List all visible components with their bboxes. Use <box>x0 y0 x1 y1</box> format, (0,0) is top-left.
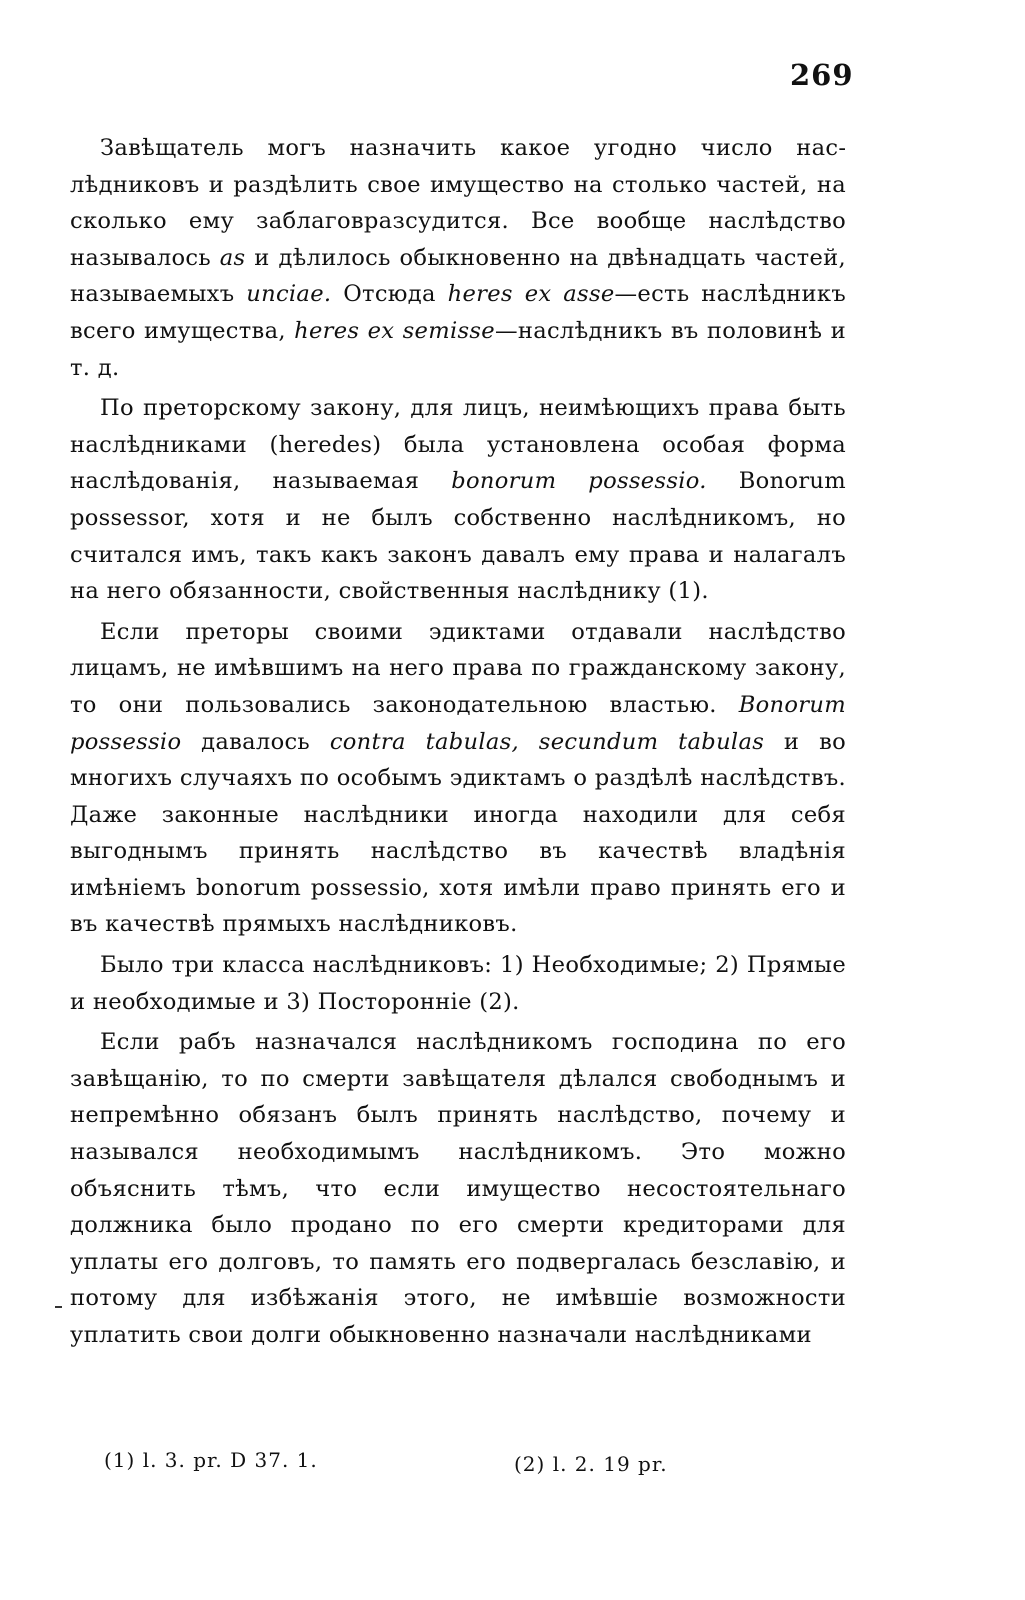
paragraph-2 <box>70 390 846 610</box>
paragraph-5 <box>70 1024 846 1353</box>
text-run: Если преторы своими эдиктами отдавали наслѣдство лицамъ, не имѣвшимъ на него права по гражданскому закону, то они пользовались законодательною властью. <box>70 618 846 718</box>
text-run: Bonorum possessor, хотя и не былъ собственно наслѣдникомъ, но считался имъ, такъ какъ законъ давалъ ему права и налагалъ на него обязанности, свойственныя наслѣднику (1). <box>70 468 846 605</box>
page-number: 269 <box>790 58 854 92</box>
paragraph-1 <box>70 130 846 386</box>
text-run: —есть наслѣдникъ всего имущества, <box>70 281 846 344</box>
text-run: давалось <box>181 728 330 755</box>
text-run: Было три класса наслѣдниковъ: 1) Необходимые; 2) Прямые и необходимые и 3) Посторонніе (2). <box>70 952 846 1015</box>
paragraph-3 <box>70 614 846 943</box>
footnote-1: (1) l. 3. pr. D 37. 1. <box>104 1448 318 1472</box>
italic-text: Bonorum possessio <box>70 691 846 755</box>
text-run: и во многихъ случаяхъ по особымъ эдиктамъ о раздѣлѣ наслѣдствъ. Даже законные наслѣдники иногда находили для себя выгоднымъ принять наслѣдство въ качествѣ владѣнія имѣніемъ bonorum possessio, хотя имѣли право принять его и въ качествѣ прямыхъ наслѣдниковъ. <box>70 728 846 938</box>
text-run: Отсюда <box>331 281 448 308</box>
italic-text: unciae. <box>246 281 332 308</box>
text-run: Если рабъ назначался наслѣдникомъ господина по его завѣщанію, то по смерти завѣщателя дѣлался свободнымъ и непремѣнно обязанъ былъ принять наслѣдство, почему и назывался необходимымъ наслѣдникомъ. Это можно объяснить тѣмъ, что если имущество несостоятельнаго должника было продано по его смерти кредиторами для уплаты его долговъ, то память его подвергалась безславію, и потому для избѣжанія этого, не имѣвшіе возможности уплатить свои долги обыкновенно назначали наслѣдниками <box>70 1029 846 1348</box>
italic-text: heres ex asse <box>447 281 615 308</box>
italic-text: contra tabulas, secundum tabulas <box>329 728 765 755</box>
body-text <box>70 130 846 1354</box>
text-run: По преторскому закону, для лицъ, неимѣющихъ права быть наслѣдниками (heredes) была установлена особая форма наслѣдованія, называемая <box>70 395 846 495</box>
footnote-2: (2) l. 2. 19 pr. <box>514 1452 668 1476</box>
italic-text: heres ex semisse <box>294 317 495 344</box>
text-run: и дѣлилось обыкновенно на двѣнадцать частей, называемыхъ <box>70 244 846 308</box>
margin-mark <box>55 1306 62 1308</box>
text-run: —наслѣдникъ въ половинѣ и т. д. <box>70 317 846 381</box>
italic-text: as <box>219 244 246 271</box>
italic-text: bonorum possessio. <box>451 468 707 495</box>
paragraph-4 <box>70 947 846 1020</box>
text-run: Завѣщатель могъ назначить какое угодно число наслѣдниковъ и раздѣлить свое имущество на столько частей, на сколько ему заблаговразсудится. Все вообще наслѣдство называлось <box>70 135 846 271</box>
